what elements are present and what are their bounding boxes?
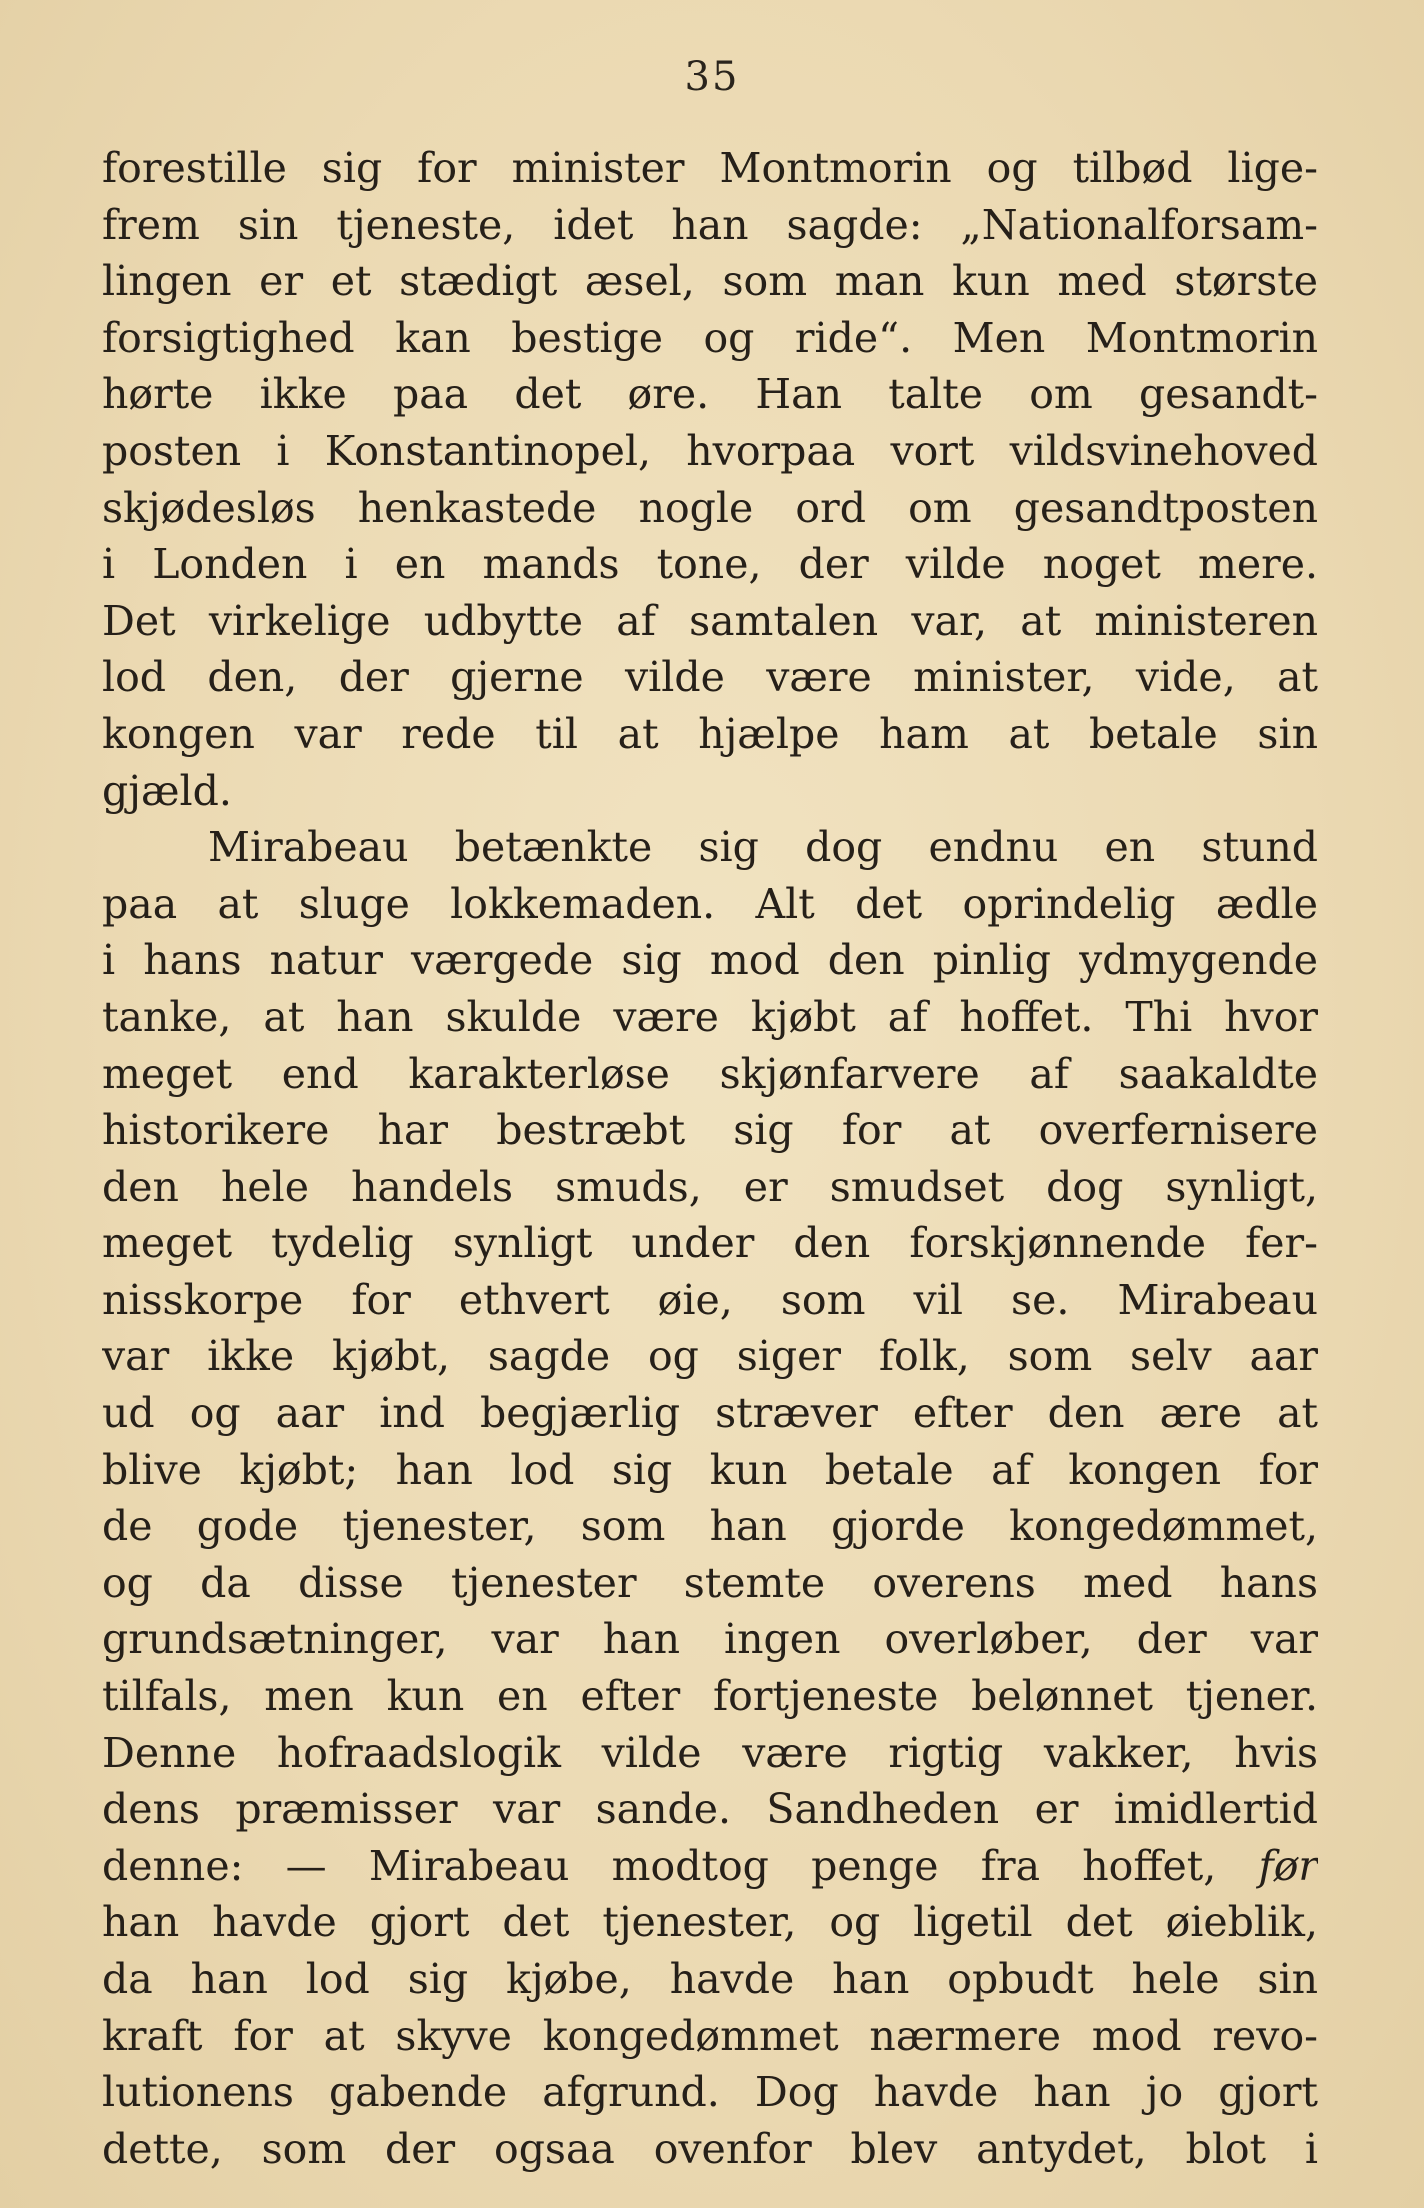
text-line: tanke, at han skulde være kjøbt af hoffet. Thi hvor [102, 992, 1318, 1041]
text-line-with-emphasis [102, 1838, 1318, 1895]
text-line: nisskorpe for ethvert øie, som vil se. Mirabeau [102, 1275, 1318, 1324]
text-line: lutionens gabende afgrund. Dog havde han jo gjort [102, 2068, 1318, 2117]
text-line: forestille sig for minister Montmorin og tilbød lige- [102, 144, 1318, 192]
text-line: forsigtighed kan bestige og ride“. Men Montmorin [102, 313, 1318, 362]
text-line: posten i Konstantinopel, hvorpaa vort vildsvinehoved [102, 426, 1318, 475]
text-line: paa at sluge lokkemaden. Alt det oprindelig ædle [102, 879, 1318, 928]
text-line: hørte ikke paa det øre. Han talte om gesandt- [102, 370, 1318, 419]
text-line: meget end karakterløse skjønfarvere af saakaldte [102, 1049, 1318, 1098]
text-line: da han lod sig kjøbe, havde han opbudt hele sin [102, 1955, 1318, 2003]
text-line: han havde gjort det tjenester, og ligetil det øieblik, [102, 1898, 1318, 1947]
paragraph-start-line: Mirabeau betænkte sig dog endnu en stund [208, 823, 1318, 872]
body-text [102, 140, 1318, 2177]
text-segment: denne: — Mirabeau modtog penge fra hoffet, [102, 1841, 1217, 1890]
emphasis-word: før [1258, 1841, 1318, 1890]
text-line: i hans natur værgede sig mod den pinlig ydmygende [102, 936, 1318, 985]
text-line: skjødesløs henkastede nogle ord om gesandtposten [102, 483, 1318, 532]
text-line: dens præmisser var sande. Sandheden er imidlertid [102, 1785, 1318, 1834]
text-line: tilfals, men kun en efter fortjeneste belønnet tjener. [102, 1672, 1318, 1721]
text-line: frem sin tjeneste, idet han sagde: „Nationalforsam- [102, 200, 1318, 249]
text-line: de gode tjenester, som han gjorde kongedømmet, [102, 1502, 1318, 1551]
page-number: 35 [684, 54, 740, 100]
text-line: og da disse tjenester stemte overens med hans [102, 1558, 1318, 1607]
text-line: meget tydelig synligt under den forskjønnende fer- [102, 1219, 1318, 1268]
text-line: lod den, der gjerne vilde være minister, vide, at [102, 653, 1318, 702]
text-line: Det virkelige udbytte af samtalen var, at ministeren [102, 596, 1318, 645]
text-line: blive kjøbt; han lod sig kun betale af kongen for [102, 1445, 1318, 1494]
text-line: i Londen i en mands tone, der vilde noget mere. [102, 540, 1318, 589]
text-line: grundsætninger, var han ingen overløber, der var [102, 1615, 1318, 1664]
text-line: ud og aar ind begjærlig stræver efter den ære at [102, 1389, 1318, 1438]
text-line: den hele handels smuds, er smudset dog synligt, [102, 1162, 1318, 1211]
text-line: Denne hofraadslogik vilde være rigtig vakker, hvis [102, 1728, 1318, 1777]
text-line: kraft for at skyve kongedømmet nærmere mod revo- [102, 2011, 1318, 2060]
text-line: historikere har bestræbt sig for at overfernisere [102, 1106, 1318, 1155]
text-line: lingen er et stædigt æsel, som man kun med største [102, 257, 1318, 306]
paragraph-end-line: gjæld. [102, 766, 232, 815]
text-line: kongen var rede til at hjælpe ham at betale sin [102, 709, 1318, 758]
text-line: dette, som der ogsaa ovenfor blev antydet, blot i [102, 2124, 1318, 2173]
text-line: var ikke kjøbt, sagde og siger folk, som selv aar [102, 1332, 1318, 1381]
